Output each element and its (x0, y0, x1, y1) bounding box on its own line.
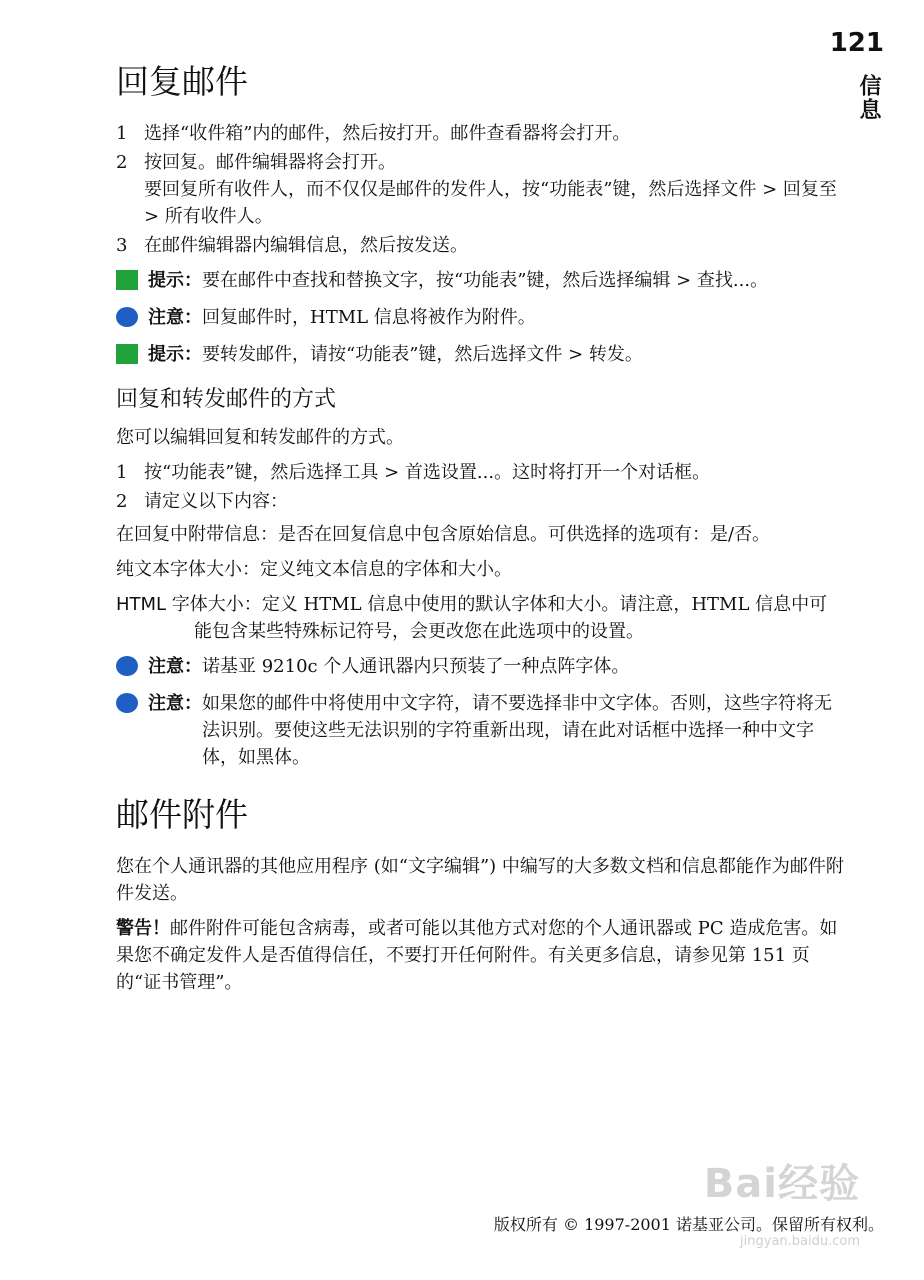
definition-term: 纯文本字体大小： (116, 559, 260, 581)
watermark-url: jingyan.baidu.com (740, 1234, 860, 1249)
step-number: 2 (116, 491, 128, 513)
definition-html-font (116, 591, 844, 645)
step-3 (116, 232, 844, 259)
step-text: 选择“收件箱”内的邮件，然后按 (144, 122, 397, 144)
page-number: 121 (829, 28, 884, 58)
section-title-reply: 回复邮件 (116, 62, 248, 101)
definition-text: 定义 HTML 信息中使用的默认字体和大小。请注意，HTML 信息中可能包含某些特殊标记符号，会更改您在此选项中的设置。 (194, 594, 828, 643)
note-circle-icon (116, 307, 138, 327)
step-2 (116, 488, 844, 515)
step-number: 1 (116, 462, 128, 484)
step-text: 请定义以下内容： (144, 491, 288, 513)
definition-text: 定义纯文本信息的字体和大小。 (260, 559, 512, 581)
definition-plain-font (116, 556, 844, 583)
keyword-send: 发送 (414, 234, 450, 256)
keyword-open: 打开 (396, 122, 433, 144)
step-1 (116, 459, 844, 486)
definition-include-original (116, 521, 844, 548)
footer-copyright: 版权所有 © 1997-2001 诺基亚公司。保留所有权利。 (493, 1215, 884, 1234)
warning-label: 警告！ (116, 917, 170, 939)
step-extra-text: 要回复所有收件人，而不仅仅是邮件的发件人，按“功能表”键，然后选择文件 > 回复至 > 所有收件人。 (144, 178, 837, 227)
step-number: 2 (116, 151, 128, 173)
tip-forward (116, 341, 844, 368)
attachments-intro: 您在个人通讯器的其他应用程序 (如“文字编辑”) 中编写的大多数文档和信息都能作为邮件附件发送。 (116, 855, 844, 904)
step-text: 在邮件编辑器内编辑信息，然后按 (144, 234, 414, 256)
step-text: 。邮件编辑器将会打开。 (198, 151, 396, 173)
definition-term: 在回复中附带信息： (116, 524, 278, 546)
note-circle-icon (116, 693, 138, 713)
attachments-warning (116, 915, 844, 996)
note-bitmap-font (116, 653, 844, 680)
note-text: 如果您的邮件中将使用中文字符，请不要选择非中文字体。否则，这些字符将无法识别。要使这些无法识别的字符重新出现，请在此对话框中选择一种中文字体，如黑体。 (202, 693, 832, 769)
step-1 (116, 120, 844, 147)
tip-find-replace (116, 267, 844, 294)
tip-label: 提示： (148, 343, 202, 365)
tip-square-icon (116, 344, 138, 364)
step-text: 按 (144, 151, 162, 173)
tip-text: 要转发邮件，请按“功能表”键，然后选择文件 > 转发。 (202, 343, 643, 365)
note-label: 注意： (148, 693, 202, 715)
note-label: 注意： (148, 306, 202, 328)
watermark-logo: Bai经验 (703, 1161, 860, 1207)
note-text: 回复邮件时，HTML 信息将被作为附件。 (202, 306, 536, 328)
step-number: 3 (116, 234, 128, 256)
step-2 (116, 149, 844, 230)
tip-text: 要在邮件中查找和替换文字，按“功能表”键，然后选择编辑 > 查找...。 (202, 269, 769, 291)
definition-term: HTML 字体大小： (116, 594, 262, 616)
tip-label: 提示： (148, 269, 202, 291)
subsection-intro: 您可以编辑回复和转发邮件的方式。 (116, 427, 404, 449)
warning-text: 邮件附件可能包含病毒，或者可能以其他方式对您的个人通讯器或 PC 造成危害。如果您不确定发件人是否值得信任，不要打开任何附件。有关更多信息，请参见第 151 页的“证书管理”。 (116, 917, 838, 993)
note-label: 注意： (148, 656, 202, 678)
section-title-attachments: 邮件附件 (116, 795, 248, 835)
note-text: 诺基亚 9210c 个人通讯器内只预装了一种点阵字体。 (202, 656, 630, 678)
step-text: 按“功能表”键，然后选择工具 > 首选设置...。这时将打开一个对话框。 (144, 462, 711, 484)
section-side-tab: 信息 (856, 74, 881, 122)
subsection-title-reply-forward: 回复和转发邮件的方式 (116, 386, 337, 412)
step-text: 。邮件查看器将会打开。 (432, 122, 631, 144)
tip-square-icon (116, 270, 138, 290)
keyword-reply: 回复 (162, 151, 198, 173)
definition-text: 是否在回复信息中包含原始信息。可供选择的选项有：是/否。 (278, 524, 771, 546)
step-text: 。 (450, 234, 468, 256)
note-chinese-font (116, 690, 844, 771)
note-circle-icon (116, 656, 138, 676)
step-number: 1 (116, 122, 128, 144)
page-content (116, 62, 844, 1004)
note-html-attachment (116, 304, 844, 331)
